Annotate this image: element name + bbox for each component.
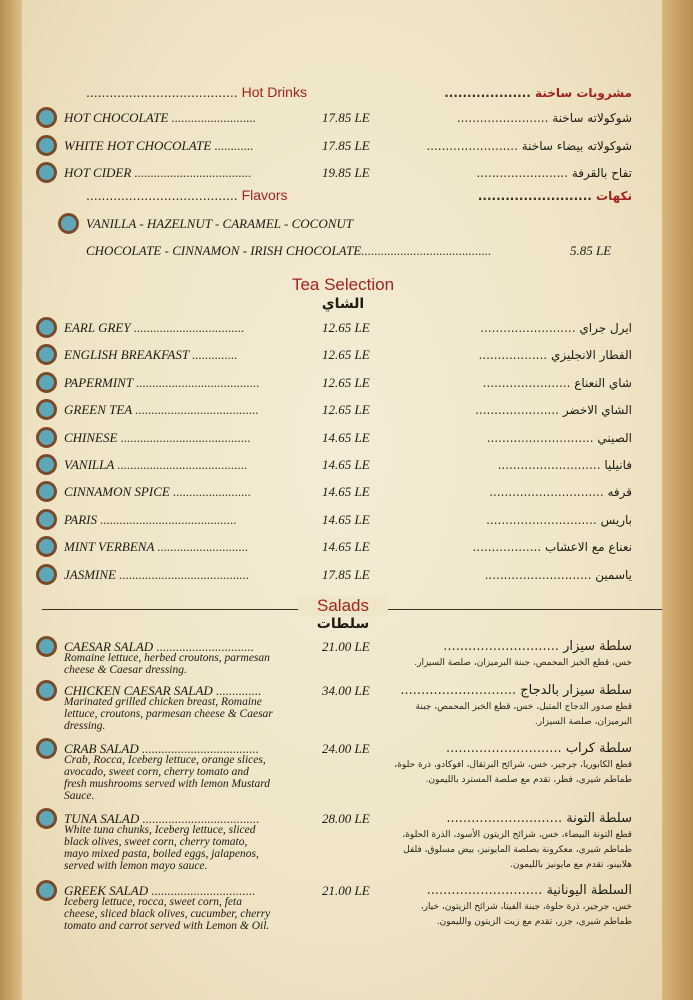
item-name-ar-text: ايرل جراي	[579, 321, 632, 335]
menu-item-price: 12.65 LE	[322, 347, 370, 363]
menu-item-description-ar: خس، جرجير، ذرة حلوة، جبنة الفيتا، شرائح الزيتون، خيار، طماطم شيري، جزر، تقدم مع زيت الزيتون والليمون.	[420, 902, 632, 927]
item-name-ar-text: قرفه	[607, 485, 632, 500]
leader-dots: ........................	[169, 484, 252, 500]
leader-dots: .......................	[482, 375, 571, 390]
menu-item-name	[64, 165, 252, 181]
menu-item-name	[64, 375, 260, 391]
leader-dots: ..................	[478, 348, 548, 363]
menu-item-description-ar: قطع التونة البيضاء، خس، شرائح الزيتون الأسود، الذرة الحلوة، طماطم شيري، معكرونة بصلصة المايونيز، بيض مسلوق، فلفل هلابينو، تقدم مع مايونيز بالليمون.	[402, 830, 632, 870]
bullet-icon	[36, 680, 57, 701]
item-name-text: PAPERMINT	[64, 374, 133, 390]
item-name-ar-text: الفطار الانجليزي	[550, 348, 632, 363]
item-name-ar-text: نعناع مع الاعشاب	[544, 540, 632, 555]
menu-item-name-ar	[382, 166, 632, 180]
item-name-ar-text: باريس	[600, 512, 632, 527]
menu-item-price: 24.00 LE	[322, 741, 370, 756]
item-name-text: CHINESE	[64, 429, 118, 445]
menu-item-name-ar	[382, 403, 632, 417]
menu-item-description: Romaine lettuce, herbed croutons, parmesan cheese & Caesar dressing.	[64, 652, 270, 676]
leader-dots: ..................................	[130, 320, 245, 335]
leader-dots: ....................................	[138, 741, 259, 756]
menu-item-price: 14.65 LE	[322, 457, 370, 472]
leader-dots: .........................	[480, 321, 576, 335]
menu-item-name	[64, 512, 237, 528]
menu-item-price: 34.00 LE	[322, 683, 370, 698]
tea-title: Tea Selection	[291, 275, 395, 294]
menu-item-name	[64, 457, 247, 473]
menu-item-name-ar	[382, 683, 632, 698]
menu-item-name	[64, 110, 256, 126]
menu-item-price: 17.85 LE	[322, 138, 370, 153]
leader-dots: ........................	[476, 166, 569, 180]
flavors-title: Flavors	[241, 187, 288, 203]
item-name-ar-text: شاي النعناع	[574, 375, 632, 390]
menu-item-name	[64, 430, 251, 446]
tea-title-ar: الشاي	[321, 296, 365, 312]
item-name-text: CHICKEN CAESAR SALAD	[64, 683, 213, 698]
menu-item-name-ar	[382, 639, 632, 654]
item-name-ar-text: سلطة كراب	[565, 741, 632, 756]
salads-title: Salads	[298, 596, 388, 616]
flavors-line-1: VANILLA - HAZELNUT - CARAMEL - COCONUT	[86, 216, 354, 231]
leader-dots: ....................................	[131, 165, 252, 180]
menu-item-name	[64, 347, 238, 363]
item-name-text: ENGLISH BREAKFAST	[64, 347, 189, 363]
item-name-ar-text: شوكولاته بيضاء ساخنة	[521, 139, 632, 153]
bullet-icon	[36, 427, 57, 448]
menu-item-name-ar	[382, 485, 632, 499]
bullet-icon	[36, 399, 57, 420]
leader-dots: ..............	[212, 683, 262, 698]
menu-item-name	[64, 567, 249, 583]
menu-item-price: 12.65 LE	[322, 402, 370, 418]
item-name-ar-text: السلطة اليونانية	[546, 883, 632, 898]
bullet-icon	[36, 372, 57, 393]
bullet-icon	[36, 454, 57, 475]
bullet-icon	[36, 808, 57, 829]
item-name-ar-text: الشاي الاخضر	[562, 403, 632, 418]
salads-title-ar: سلطات	[316, 616, 370, 632]
leader-dots: ..............................	[153, 639, 254, 654]
menu-item-name-ar	[382, 741, 632, 756]
leader-dots: ........................	[456, 111, 549, 125]
flavors-line-2-text: CHOCOLATE - CINNAMON - IRISH CHOCOLATE	[86, 243, 362, 258]
bullet-icon	[36, 317, 57, 338]
menu-item-price: 14.65 LE	[322, 539, 370, 555]
leader-dots: ..............................	[489, 485, 604, 500]
leader-dots: ............................	[484, 567, 592, 582]
menu-item-name	[64, 402, 259, 418]
item-name-text: WHITE HOT CHOCOLATE	[64, 138, 212, 153]
item-name-text: VANILLA	[64, 457, 115, 472]
bullet-icon	[36, 536, 57, 557]
bullet-icon	[36, 509, 57, 530]
leader-dots: ..................	[472, 540, 542, 555]
menu-item-name	[64, 539, 248, 555]
leader-dots: ........................................	[115, 566, 250, 582]
leader-dots: ....................................	[139, 811, 260, 826]
flavors-header: ....................................... Flavors	[86, 187, 288, 203]
leader-dots: ......................................	[132, 374, 260, 390]
flavors-price: 5.85 LE	[570, 243, 612, 258]
leader-dots: ............................	[443, 639, 560, 654]
item-name-text: GREEN TEA	[64, 402, 133, 418]
menu-item-name-ar	[382, 431, 632, 445]
right-border	[662, 0, 693, 1000]
leader-dots: ............................	[446, 811, 563, 826]
leader-dots: ........................................	[114, 457, 248, 472]
menu-item-description-ar: قطع صدور الدجاج المتبل، خس، قطع الخبز المحمص، جبنة البرميزان، صلصة السيزار.	[415, 702, 632, 727]
menu-item-name-ar	[382, 348, 632, 362]
bullet-icon	[58, 213, 79, 234]
menu-item-name	[64, 138, 254, 154]
item-name-text: JASMINE	[64, 566, 116, 582]
leader-dots: ............................	[445, 741, 562, 756]
hot-drinks-title-ar: مشروبات ساخنة	[535, 86, 632, 100]
menu-item-price: 28.00 LE	[322, 811, 370, 826]
item-name-text: HOT CHOCOLATE	[64, 110, 169, 125]
leader-dots: ......................................	[132, 402, 259, 418]
menu-item-name-ar	[382, 321, 632, 335]
item-name-text: HOT CIDER	[64, 165, 132, 180]
menu-item-description: Crab, Rocca, Iceberg lettuce, orange slices, avocado, sweet corn, cherry tomato and fresh mushrooms served with lemon Mustard Sauce.	[64, 754, 271, 802]
menu-item-price: 12.65 LE	[322, 320, 370, 335]
menu-item-name-ar	[382, 376, 632, 390]
menu-item-price: 14.65 LE	[322, 484, 370, 500]
menu-item-price: 14.65 LE	[322, 511, 370, 527]
hot-drinks-header-ar: مشروبات ساخنة ...................	[444, 86, 632, 100]
menu-item-name	[64, 484, 251, 500]
item-name-ar-text: شوكولاته ساخنة	[552, 111, 632, 125]
menu-item-name-ar	[382, 458, 632, 472]
leader-dots: ...........................	[497, 458, 601, 472]
item-name-text: CINNAMON SPICE	[64, 484, 170, 500]
menu-item-price: 14.65 LE	[322, 429, 370, 445]
menu-item-description: White tuna chunks, Iceberg lettuce, sliced black olives, sweet corn, cherry tomato, mayo mixed pasta, boiled eggs, jalapenos, served with lemon mayo sauce.	[64, 824, 259, 872]
menu-page	[22, 0, 662, 1000]
item-name-text: MINT VERBENA	[64, 539, 155, 555]
leader-dots: ............	[211, 138, 254, 153]
menu-item-name-ar	[382, 568, 632, 582]
leader-dots: ..............	[188, 347, 238, 363]
leader-dots: ............................	[154, 539, 249, 555]
flavors-line-2: CHOCOLATE - CINNAMON - IRISH CHOCOLATE........................................	[86, 243, 492, 258]
menu-item-price: 19.85 LE	[322, 165, 370, 180]
menu-item-name	[64, 320, 244, 336]
bullet-icon	[36, 564, 57, 585]
item-name-ar-text: سلطة سيزار	[563, 639, 632, 654]
leader-dots: ........................	[426, 139, 518, 153]
hot-drinks-title: Hot Drinks	[241, 84, 307, 100]
menu-item-price: 12.65 LE	[322, 374, 370, 390]
leader-dots: ............................	[486, 430, 594, 445]
menu-item-price: 21.00 LE	[322, 639, 370, 654]
menu-item-name-ar	[382, 883, 632, 898]
menu-item-description: Iceberg lettuce, rocca, sweet corn, feta cheese, sliced black olives, cucumber, cherry tomato and carrot served with Lemon & Oil.	[64, 896, 271, 932]
menu-item-name-ar	[382, 111, 632, 125]
bullet-icon	[36, 344, 57, 365]
item-name-text: CAESAR SALAD	[64, 639, 154, 654]
item-name-ar-text: سلطة التونة	[566, 811, 632, 826]
menu-item-name-ar	[382, 540, 632, 554]
bullet-icon	[36, 738, 57, 759]
leader-dots: ..........................................	[96, 511, 237, 527]
leader-dots: ............................	[400, 683, 517, 698]
bullet-icon	[36, 481, 57, 502]
item-name-text: TUNA SALAD	[64, 811, 140, 826]
flavors-title-ar: نكهات	[596, 189, 632, 203]
leader-dots: ................................	[148, 883, 256, 898]
leader-dots: ............................	[426, 883, 543, 898]
menu-item-name-ar	[382, 139, 632, 153]
item-name-ar-text: سلطة سيزار بالدجاج	[520, 683, 632, 698]
flavors-header-ar: نكهات .........................	[477, 189, 632, 203]
menu-item-price: 21.00 LE	[322, 883, 370, 898]
item-name-text: EARL GREY	[64, 320, 131, 335]
bullet-icon	[36, 880, 57, 901]
menu-item-description-ar: قطع الكابوريا، جرجير، خس، شرائح البرتقال، افوكادو، ذرة حلوة، طماطم شيري، فطر، تقدم مع صلصة المسترد بالليمون.	[394, 760, 632, 785]
bullet-icon	[36, 636, 57, 657]
bullet-icon	[36, 107, 57, 128]
menu-item-description: Marinated grilled chicken breast, Romaine lettuce, croutons, parmesan cheese & Caesar dressing.	[64, 696, 273, 732]
left-border	[0, 0, 22, 1000]
item-name-text: PARIS	[64, 511, 97, 527]
leader-dots: ..........................	[168, 110, 257, 125]
item-name-ar-text: ياسمين	[595, 567, 632, 582]
menu-item-price: 17.85 LE	[322, 566, 370, 582]
menu-item-description-ar: خس، قطع الخبز المحمص، جبنة البرميزان، صلصة السيزار.	[414, 658, 632, 668]
menu-item-name-ar	[382, 513, 632, 527]
leader-dots: .............................	[486, 512, 597, 527]
item-name-ar-text: فانيليا	[604, 458, 632, 472]
leader-dots: ........................................	[117, 429, 251, 445]
item-name-text: GREEK SALAD	[64, 883, 149, 898]
bullet-icon	[36, 135, 57, 156]
menu-item-name-ar	[382, 811, 632, 826]
item-name-ar-text: تفاح بالقرفة	[571, 166, 632, 180]
menu-item-price: 17.85 LE	[322, 110, 370, 125]
hot-drinks-header: ....................................... Hot Drinks	[86, 84, 307, 100]
item-name-text: CRAB SALAD	[64, 741, 139, 756]
bullet-icon	[36, 162, 57, 183]
item-name-ar-text: الصيني	[597, 430, 632, 445]
leader-dots: ......................	[475, 403, 559, 418]
